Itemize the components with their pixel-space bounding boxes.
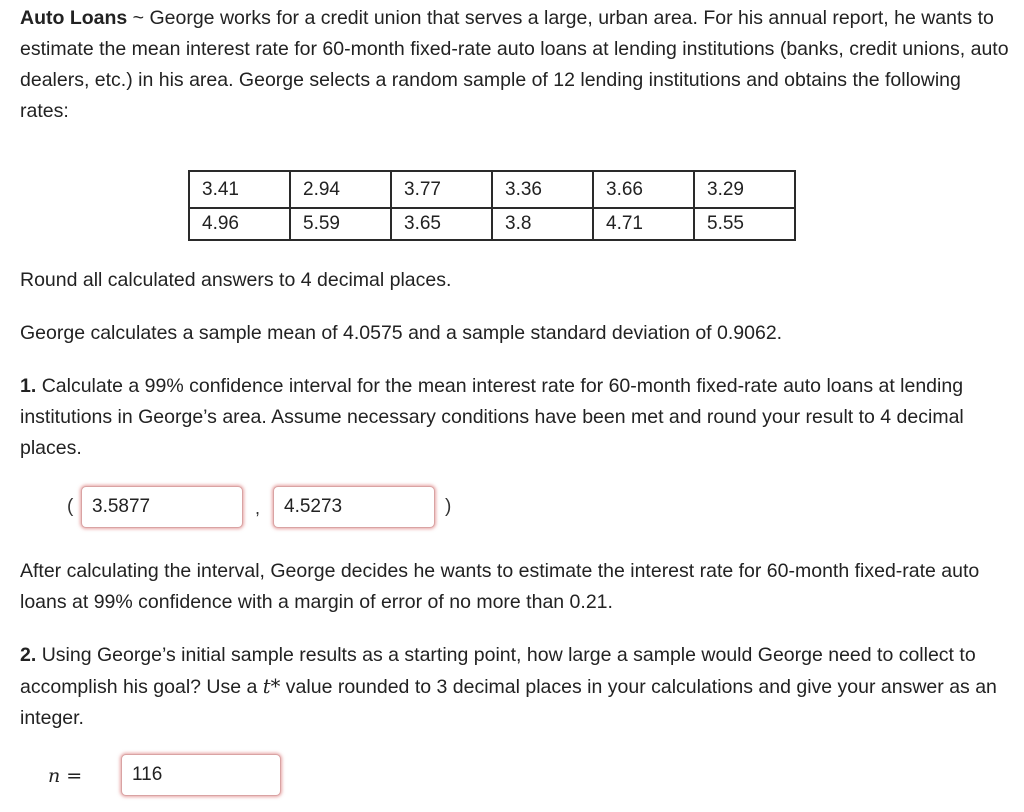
sample-size-input[interactable]: 116: [121, 754, 281, 796]
rates-table: [188, 170, 796, 241]
table-cell: 5.59: [290, 208, 391, 240]
question-1: [20, 371, 1010, 464]
table-cell: 4.96: [189, 208, 290, 240]
question-2-number: 2.: [20, 644, 37, 666]
ci-lower-input[interactable]: 3.5877: [81, 486, 243, 528]
table-row: [189, 208, 795, 240]
ci-upper-input[interactable]: 4.5273: [273, 486, 435, 528]
problem-intro: [20, 0, 1010, 127]
title-separator: ~: [132, 7, 145, 29]
close-paren: ): [445, 496, 452, 517]
intro-text: George works for a credit union that serves a large, urban area. For his annual report, he wants to estimate the mean interest rate for 60-month fixed-rate auto loans at lending institutions (banks, credit unions, auto dealers, etc.) in his area. George selects a random sample of 12 lending institutions and obtains the following rates:: [20, 7, 1009, 122]
n-variable: n: [48, 765, 61, 787]
sample-summary: George calculates a sample mean of 4.0575 and a sample standard deviation of 0.9062.: [20, 322, 783, 344]
question-2: [20, 640, 1010, 734]
question-2-text-after: value rounded to 3 decimal places in your calculations and give your answer as an integer.: [20, 676, 997, 729]
n-equals: =: [66, 765, 83, 787]
table-cell: 4.71: [593, 208, 694, 240]
table-cell: 3.8: [492, 208, 593, 240]
table-cell: 3.29: [694, 171, 795, 208]
table-cell: 3.66: [593, 171, 694, 208]
question-2-text-before: Using George’s initial sample results as a starting point, how large a sample would George need to collect to accomplish his goal? Use a: [20, 644, 976, 698]
table-cell: 3.41: [189, 171, 290, 208]
table-cell: 5.55: [694, 208, 795, 240]
open-paren: (: [67, 496, 74, 517]
table-cell: 3.36: [492, 171, 593, 208]
interval-comma: ,: [255, 498, 261, 518]
problem-title: Auto Loans: [20, 7, 128, 29]
question-1-number: 1.: [20, 375, 37, 397]
question-1-text: Calculate a 99% confidence interval for the mean interest rate for 60-month fixed-rate auto loans at lending institutions in George’s area. Assume necessary conditions have been met and round your result to 4 decimal places.: [20, 375, 964, 459]
transition-text: After calculating the interval, George decides he wants to estimate the interest rate for 60-month fixed-rate auto loans at 99% confidence with a margin of error of no more than 0.21.: [20, 560, 980, 613]
table-cell: 2.94: [290, 171, 391, 208]
table-cell: 3.65: [391, 208, 492, 240]
n-label: [48, 765, 82, 787]
table-cell: 3.77: [391, 171, 492, 208]
rounding-instruction: Round all calculated answers to 4 decimal places.: [20, 269, 452, 291]
table-row: [189, 171, 795, 208]
t-star-symbol: t*: [262, 675, 281, 698]
